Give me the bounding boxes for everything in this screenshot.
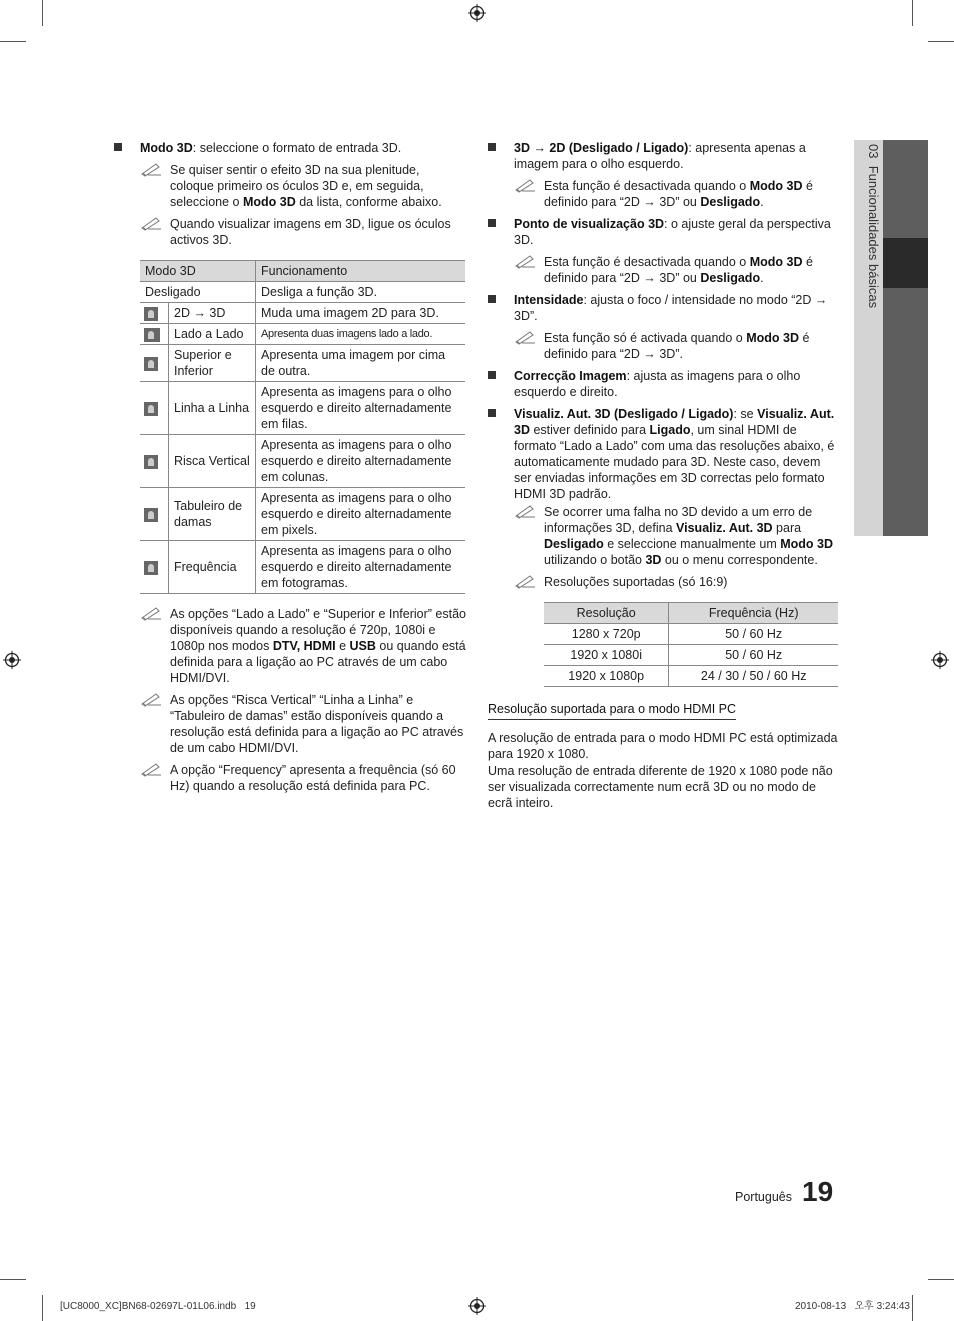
bullet-visualiz-aut-3d: Visualiz. Aut. 3D (Desligado / Ligado): se Visualiz. Aut. 3D estiver definido para Ligado, um sinal HDMI de formato “Lado a Lado” com uma das resoluções abaixo, é automaticamente mudado para 3D. Neste caso, devem ser enviadas informações em 3D correctas pelo formato HDMI 3D padrão. — [488, 406, 838, 502]
note: As opções “Lado a Lado” e “Superior e Inferior” estão disponíveis quando a resolução é 720p, 1080i e 1080p nos modos DTV, HDMI e USB ou quando está definida para a ligação ao PC através de um cabo HDMI/DVI. — [140, 606, 466, 686]
checkerboard-icon — [144, 508, 158, 522]
page-language: Português — [735, 1190, 792, 1204]
note: Esta função só é activada quando o Modo 3D é definido para “2D → 3D”. — [514, 330, 838, 362]
table-header: Modo 3D — [140, 261, 256, 282]
left-column — [114, 140, 466, 800]
note: Se ocorrer uma falha no 3D devido a um erro de informações 3D, defina Visualiz. Aut. 3D para Desligado e seleccione manualmente um Modo 3D utilizando o botão 3D ou o menu correspondente. — [514, 504, 838, 568]
crop-mark — [928, 41, 954, 42]
note: A opção “Frequency” apresenta a frequência (só 60 Hz) quando a resolução está definida para PC. — [140, 762, 466, 794]
table-header: Resolução — [544, 603, 669, 624]
pencil-note-icon — [140, 691, 162, 707]
table-row: 1920 x 1080p 24 / 30 / 50 / 60 Hz — [544, 666, 838, 687]
bullet-ponto-visualizacao: Ponto de visualização 3D: o ajuste geral da perspectiva 3D. — [488, 216, 838, 248]
resolution-table — [544, 602, 838, 687]
table-row: Frequência Apresenta as imagens para o olho esquerdo e direito alternadamente em fotogramas. — [140, 541, 465, 594]
registration-mark-icon — [468, 4, 486, 22]
table-row: Tabuleiro de damas Apresenta as imagens para o olho esquerdo e direito alternadamente em pixels. — [140, 488, 465, 541]
bullet-intensidade: Intensidade: ajusta o foco / intensidade no modo “2D → 3D”. — [488, 292, 838, 324]
pencil-note-icon — [514, 253, 536, 269]
note: Quando visualizar imagens em 3D, ligue os óculos activos 3D. — [140, 216, 466, 248]
table-row: Linha a Linha Apresenta as imagens para o olho esquerdo e direito alternadamente em filas. — [140, 382, 465, 435]
crop-mark — [912, 1295, 913, 1321]
print-datetime: 2010-08-13 오후 3:24:43 — [795, 1301, 910, 1312]
pencil-note-icon — [140, 161, 162, 177]
crop-mark — [912, 0, 913, 26]
note: Resoluções suportadas (só 16:9) — [514, 574, 838, 590]
crop-mark — [42, 0, 43, 26]
table-row: 1280 x 720p 50 / 60 Hz — [544, 624, 838, 645]
pencil-note-icon — [140, 761, 162, 777]
note: As opções “Risca Vertical” “Linha a Linha” e “Tabuleiro de damas” estão disponíveis quando a resolução está definida para a ligação ao PC através de um cabo HDMI/DVI. — [140, 692, 466, 756]
chapter-side-tab — [854, 140, 928, 536]
registration-mark-icon — [3, 651, 21, 669]
modo-3d-table — [140, 260, 465, 594]
pencil-note-icon — [514, 503, 536, 519]
pencil-note-icon — [514, 177, 536, 193]
crop-mark — [42, 1295, 43, 1321]
table-row: Desligado Desliga a função 3D. — [140, 282, 465, 303]
chapter-title: 03 Funcionalidades básicas — [866, 144, 881, 309]
print-file-info: [UC8000_XC]BN68-02697L-01L06.indb 19 — [60, 1301, 256, 1312]
hdmi-pc-paragraph: A resolução de entrada para o modo HDMI PC está optimizada para 1920 x 1080. — [488, 731, 838, 761]
side-by-side-icon — [144, 328, 160, 342]
note: Esta função é desactivada quando o Modo 3D é definido para “2D → 3D” ou Desligado. — [514, 254, 838, 286]
hdmi-pc-paragraph: Uma resolução de entrada diferente de 1920 x 1080 pode não ser visualizada correctamente num ecrã 3D ou no modo de ecrã inteiro. — [488, 764, 833, 810]
frame-sequential-icon — [144, 561, 158, 575]
registration-mark-icon — [468, 1297, 486, 1315]
table-row: 1920 x 1080i 50 / 60 Hz — [544, 645, 838, 666]
table-header: Frequência (Hz) — [669, 603, 838, 624]
hdmi-pc-section-title: Resolução suportada para o modo HDMI PC — [488, 701, 736, 720]
table-header: Funcionamento — [256, 261, 466, 282]
vertical-stripe-icon — [144, 455, 158, 469]
line-by-line-icon — [144, 402, 158, 416]
top-bottom-icon — [144, 357, 158, 371]
crop-mark — [0, 41, 26, 42]
table-row: Superior e Inferior Apresenta uma imagem por cima de outra. — [140, 345, 465, 382]
pencil-note-icon — [514, 573, 536, 589]
table-row: 2D → 3D Muda uma imagem 2D para 3D. — [140, 303, 465, 324]
note: Esta função é desactivada quando o Modo 3D é definido para “2D → 3D” ou Desligado. — [514, 178, 838, 210]
bullet-3d-2d: 3D → 2D (Desligado / Ligado): apresenta apenas a imagem para o olho esquerdo. — [488, 140, 838, 172]
bullet-correccao-imagem: Correcção Imagem: ajusta as imagens para o olho esquerdo e direito. — [488, 368, 838, 400]
table-row: Risca Vertical Apresenta as imagens para o olho esquerdo e direito alternadamente em colunas. — [140, 435, 465, 488]
page-number: 19 — [802, 1176, 834, 1207]
mode-2d-3d-icon — [144, 307, 158, 321]
pencil-note-icon — [140, 215, 162, 231]
registration-mark-icon — [931, 651, 949, 669]
bullet-modo-3d: Modo 3D: seleccione o formato de entrada 3D. — [114, 140, 466, 156]
pencil-note-icon — [140, 605, 162, 621]
pencil-note-icon — [514, 329, 536, 345]
crop-mark — [928, 1279, 954, 1280]
table-row: Lado a Lado Apresenta duas imagens lado a lado. — [140, 324, 465, 345]
note: Se quiser sentir o efeito 3D na sua plenitude, coloque primeiro os óculos 3D e, em seguida, seleccione o Modo 3D da lista, conforme abaixo. — [140, 162, 466, 210]
crop-mark — [0, 1279, 26, 1280]
right-column — [488, 140, 838, 811]
